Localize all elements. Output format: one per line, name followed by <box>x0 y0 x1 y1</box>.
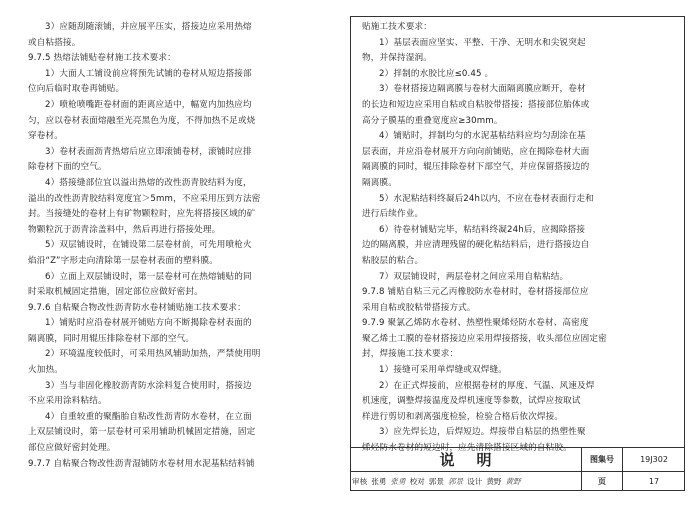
atlas-number-label: 图集号 <box>582 448 623 472</box>
drawing-title-text: 说明 <box>439 451 514 469</box>
text-line: 匀，应以卷材表面熔融至光亮黑色为度，不得加热不足或烧 <box>28 115 256 126</box>
checker-signature: 郭景 <box>447 477 464 486</box>
text-line: 的长边和短边应采用自粘或自粘胶带搭接；搭接部位胎体或 <box>362 99 590 110</box>
text-line: 隔离膜的同时，辊压排除卷材下部空气，并应保留搭接边的 <box>362 162 590 173</box>
text-line: 位向后临时取卷再铺贴。 <box>28 84 125 95</box>
review-label: 审核 <box>352 477 368 486</box>
text-line: 聚乙烯土工膜的卷材搭接边应采用焊接搭接，收头部位应固定密 <box>362 333 607 344</box>
reviewer-name: 张勇 <box>371 477 387 486</box>
text-line: 4）搭接缝部位宜以溢出热熔的改性沥青胶结料为度， <box>45 177 252 188</box>
title-block <box>350 447 685 491</box>
check-label: 校对 <box>409 477 425 486</box>
text-line: 贴施工技术要求： <box>362 22 432 32</box>
text-line: 除卷材下面的空气。 <box>28 162 107 173</box>
text-line: 9.7.9 聚氯乙烯防水卷材、热塑性聚烯烃防水卷材、高密度 <box>362 318 589 329</box>
text-line: 样进行剪切和剥离强度检验，检验合格后依次焊接。 <box>362 411 564 422</box>
text-line: 9.7.7 自粘聚合物改性沥青湿铺防水卷材用水泥基粘结料铺 <box>28 458 255 469</box>
text-line: 穿卷材。 <box>28 131 63 142</box>
design-label: 设计 <box>467 477 483 486</box>
text-line: 不应采用涂料粘结。 <box>28 396 107 407</box>
text-line: 4）铺贴时，拌制均匀的水泥基粘结料应均匀刮涂在基 <box>379 131 586 142</box>
text-line: 2）喷枪喷嘴距卷材面的距离应适中，幅宽内加热应均 <box>45 99 252 110</box>
text-line: 2）在正式焊接前，应根据卷材的厚度、气温、风速及焊 <box>379 380 595 391</box>
text-line: 边的隔离膜，并应清理残留的硬化粘结料后，进行搭接边自 <box>362 240 590 251</box>
text-line: 溢出的改性沥青胶结料宽度宜＞5mm，不应采用压到方法密 <box>28 193 261 204</box>
text-line: 时采取机械固定措施，固定部位应做好密封。 <box>28 287 203 298</box>
page-label: 页 <box>582 472 623 491</box>
text-line: 3）卷材搭接边隔离膜与卷材大面隔离膜应断开，卷材 <box>379 84 586 95</box>
text-line: 3）当与非固化橡胶沥青防水涂料复合使用时，搭接边 <box>45 380 252 391</box>
checker-name: 郭景 <box>428 477 444 486</box>
text-line: 机速度，调整焊接温度及焊机速度等参数，试焊应按取试 <box>362 396 581 407</box>
text-line: 层表面，并应沿卷材展开方向向前铺贴，应在揭除卷材大面 <box>362 146 590 157</box>
text-line: 1）基层表面应坚实、平整、干净、无明水和尖锐突起 <box>379 37 586 48</box>
designer-name: 黄野 <box>486 477 502 486</box>
text-line: 3）卷材表面沥青热熔后应立即滚铺卷材，滚铺时应排 <box>45 146 252 157</box>
text-line: 1）铺贴时应沿卷材展开铺贴方向不断揭除卷材表面的 <box>45 318 252 329</box>
text-line: 采用自粘或胶粘带搭接方式。 <box>362 302 476 313</box>
text-line: 粘胶层的粘合。 <box>362 255 424 266</box>
text-line: 2）环境温度较低时，可采用热风辅助加热，严禁使用明 <box>45 349 261 360</box>
text-line: 3）应先焊长边，后焊短边。焊接带自粘层的热塑性聚 <box>379 427 586 438</box>
text-line: 部位应做好密封处理。 <box>28 443 116 454</box>
text-line: 或自粘搭接。 <box>28 37 81 48</box>
text-line: 封。当接缝处的卷材上有矿物颗粒时，应先将搭接区域的矿 <box>28 209 256 220</box>
right-text-column <box>362 20 678 457</box>
text-line: 7）双层铺设时，两层卷材之间应采用自粘粘结。 <box>379 271 569 282</box>
text-line: 焰沿“Z”字形走向清除第一层卷材表面的塑料膜。 <box>28 255 218 266</box>
text-line: 封，焊接施工技术要求： <box>362 349 459 360</box>
text-line: 9.7.6 自粘聚合物改性沥青防水卷材铺贴施工技术要求： <box>28 302 246 313</box>
signature-row <box>350 472 582 491</box>
text-line: 烯烃防水卷材的短边时，应先清除搭接区域的自粘胶。 <box>362 443 572 454</box>
text-line: 1）大面人工铺设前应将预先试铺的卷材从短边搭接部 <box>45 68 252 79</box>
text-line: 火加热。 <box>28 365 63 376</box>
atlas-number: 19J302 <box>623 448 685 472</box>
text-line: 4）自重较重的聚酯胎自粘改性沥青防水卷材，在立面 <box>45 411 252 422</box>
text-line: 进行后续作业。 <box>362 209 424 220</box>
text-line: 6）立面上双层铺设时，第一层卷材可在热熔铺贴的同 <box>45 271 252 282</box>
left-text-column <box>28 20 344 472</box>
text-line: 物，并保持湿润。 <box>362 53 432 64</box>
text-line: 9.7.8 铺贴自粘三元乙丙橡胶防水卷材时，卷材搭接部位应 <box>362 287 589 298</box>
text-line: 高分子膜基的重叠宽度应≥30mm。 <box>362 115 503 126</box>
text-line: 6）待卷材铺贴完毕，粘结料终凝24h后，应揭除搭接 <box>379 224 586 235</box>
text-line: 物颗粒沉于沥青涂盖料中，然后再进行搭接处理。 <box>28 224 221 235</box>
text-line: 隔离膜。 <box>362 177 397 188</box>
reviewer-signature: 张勇 <box>390 477 406 486</box>
text-line: 隔离膜，同时用辊压排除卷材下部的空气。 <box>28 333 195 344</box>
text-line: 5）水泥粘结料终凝后24h以内，不应在卷材表面行走和 <box>379 193 594 204</box>
text-line: 9.7.5 热熔法铺贴卷材施工技术要求： <box>28 53 176 64</box>
text-line: 3）应随刮随滚铺，并应展平压实，搭接边应采用热熔 <box>45 22 252 32</box>
designer-signature: 黄野 <box>505 477 521 486</box>
page-number: 17 <box>648 477 660 486</box>
text-line: 1）接缝可采用单焊缝或双焊缝。 <box>379 365 508 376</box>
text-line: 2）拌制的水胶比应≤0.45 。 <box>379 68 494 79</box>
drawing-title <box>350 448 582 472</box>
text-line: 上双层铺设时，第一层卷材可采用辅助机械固定措施，固定 <box>28 427 256 438</box>
text-line: 5）双层铺设时，在铺设第二层卷材前，可先用喷枪火 <box>45 240 252 251</box>
